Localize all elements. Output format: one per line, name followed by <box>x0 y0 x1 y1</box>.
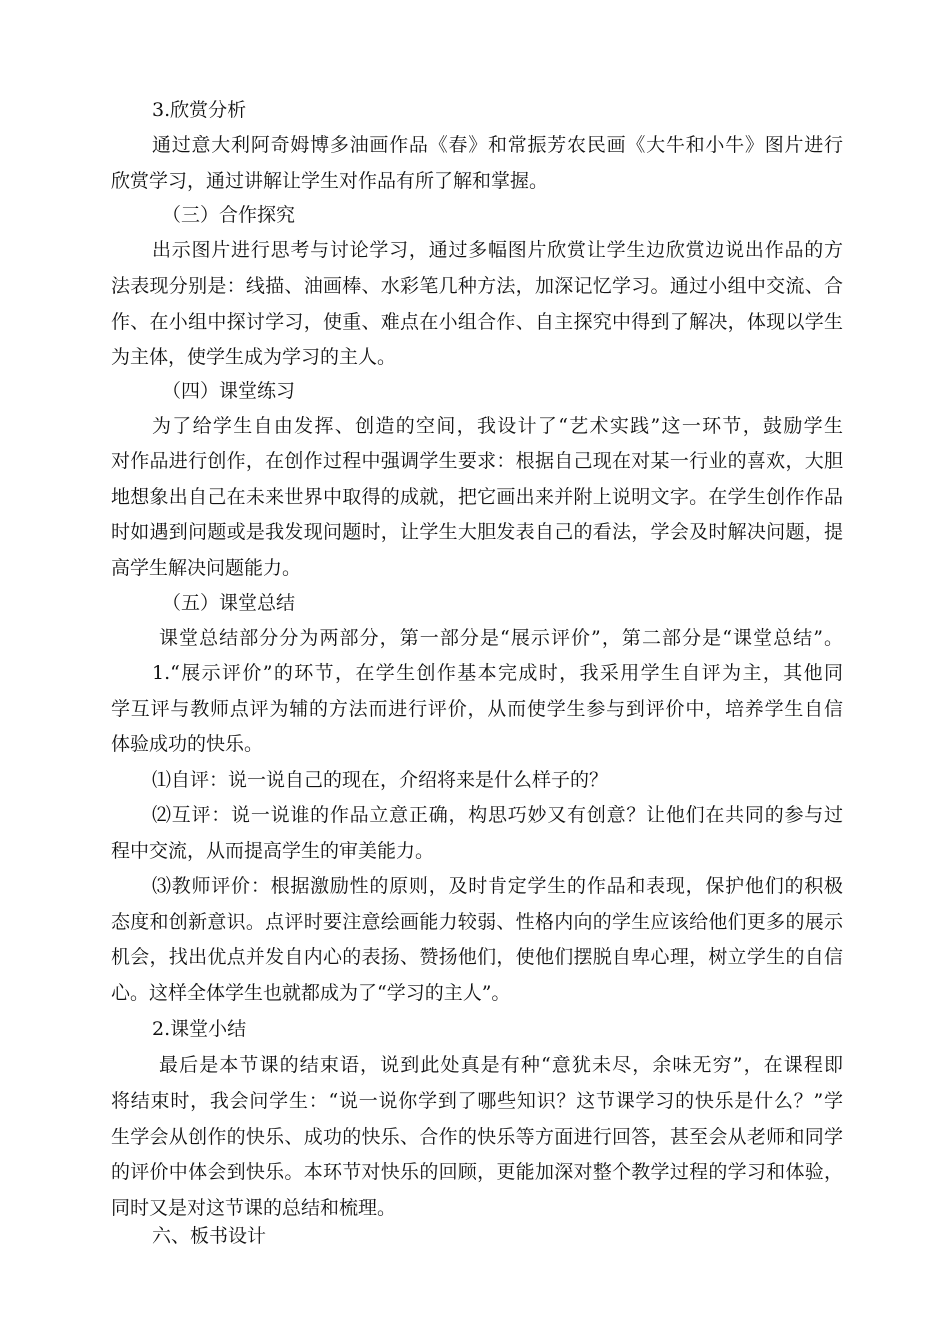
paragraph-line: 为了给学生自由发挥、创造的空间，我设计了“艺术实践”这一环节，鼓励学生 <box>152 415 843 437</box>
paragraph-line: 作、在小组中探讨学习，使重、难点在小组合作、自主探究中得到了解决，体现以学生 <box>111 311 843 333</box>
section-heading: 六、板书设计 <box>152 1225 267 1247</box>
paragraph-line: 1.“展示评价”的环节，在学生创作基本完成时，我采用学生自评为主，其他同 <box>152 662 843 684</box>
paragraph-line: 地想象出自己在未来世界中取得的成就，把它画出来并附上说明文字。在学生创作作品 <box>111 486 843 508</box>
paragraph-line: 对作品进行创作，在创作过程中强调学生要求：根据自己现在对某一行业的喜欢，大胆 <box>111 450 843 472</box>
paragraph-line: 课堂总结部分分为两部分，第一部分是“展示评价”，第二部分是“课堂总结”。 <box>159 627 843 649</box>
paragraph-line: 为主体，使学生成为学习的主人。 <box>111 346 397 368</box>
paragraph-line: 出示图片进行思考与讨论学习，通过多幅图片欣赏让学生边欣赏边说出作品的方 <box>152 239 843 261</box>
paragraph-line: 最后是本节课的结束语，说到此处真是有种“意犹未尽，余味无穷”，在课程即 <box>159 1054 843 1076</box>
section-heading: （四）课堂练习 <box>162 380 296 402</box>
paragraph-line: 时如遇到问题或是我发现问题时，让学生大胆发表自己的看法，学会及时解决问题，提 <box>111 521 843 543</box>
paragraph-line: 体验成功的快乐。 <box>111 733 264 755</box>
subsection-heading: 3.欣赏分析 <box>152 99 247 121</box>
paragraph-line: 通过意大利阿奇姆博多油画作品《春》和常振芳农民画《大牛和小牛》图片进行 <box>152 134 843 156</box>
paragraph-line: ⑶教师评价：根据激励性的原则，及时肯定学生的作品和表现，保护他们的积极 <box>152 875 843 897</box>
section-heading: （三）合作探究 <box>162 204 296 226</box>
paragraph-line: 同时又是对这节课的总结和梳理。 <box>111 1197 397 1219</box>
paragraph-line: 生学会从创作的快乐、成功的快乐、合作的快乐等方面进行回答，甚至会从老师和同学 <box>111 1126 843 1148</box>
paragraph-line: ⑵互评：说一说谁的作品立意正确，构思巧妙又有创意？让他们在共同的参与过 <box>152 804 843 826</box>
paragraph-line: 机会，找出优点并发自内心的表扬、赞扬他们，使他们摆脱自卑心理，树立学生的自信 <box>111 946 843 968</box>
paragraph-line: 程中交流，从而提高学生的审美能力。 <box>111 840 435 862</box>
paragraph-line: 的评价中体会到快乐。本环节对快乐的回顾，更能加深对整个教学过程的学习和体验， <box>111 1161 843 1183</box>
subsection-heading: 2.课堂小结 <box>152 1018 247 1040</box>
paragraph-line: 高学生解决问题能力。 <box>111 557 302 579</box>
paragraph-line: 欣赏学习，通过讲解让学生对作品有所了解和掌握。 <box>111 170 549 192</box>
paragraph-line: 态度和创新意识。点评时要注意绘画能力较弱、性格内向的学生应该给他们更多的展示 <box>111 911 843 933</box>
paragraph-line: 心。这样全体学生也就都成为了“学习的主人”。 <box>111 982 511 1004</box>
section-heading: （五）课堂总结 <box>162 592 296 614</box>
paragraph-line: 学互评与教师点评为辅的方法而进行评价，从而使学生参与到评价中，培养学生自信 <box>111 698 843 720</box>
paragraph-line: 将结束时，我会问学生：“说一说你学到了哪些知识？这节课学习的快乐是什么？”学 <box>111 1090 843 1112</box>
paragraph-line: 法表现分别是：线描、油画棒、水彩笔几种方法，加深记忆学习。通过小组中交流、合 <box>111 275 843 297</box>
paragraph-line: ⑴自评：说一说自己的现在，介绍将来是什么样子的？ <box>152 769 609 791</box>
